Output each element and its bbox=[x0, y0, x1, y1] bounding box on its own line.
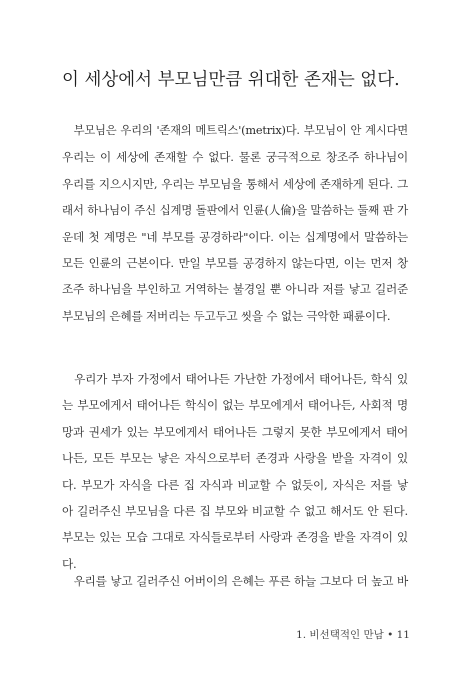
paragraph-line: 조주 하나님을 부인하고 거역하는 불경일 뿐 아니라 저를 낳고 길러준 bbox=[62, 282, 408, 297]
paragraph-line: 는 부모에게서 태어나든 학식이 없는 부모에게서 태어나든, 사회적 명 bbox=[62, 398, 408, 413]
paragraph-line: 우리를 낳고 길러주신 어버이의 은혜는 푸른 하늘 그보다 더 높고 바 bbox=[62, 574, 408, 588]
paragraph-line: 우리를 지으시지만, 우리는 부모님을 통해서 세상에 존재하게 된다. 그 bbox=[62, 176, 408, 191]
paragraph-line: 부모님의 은혜를 저버리는 두고두고 씻을 수 없는 극악한 패륜이다. bbox=[62, 308, 391, 323]
paragraph-3 bbox=[62, 568, 408, 594]
paragraph-line: 망과 권세가 있는 부모에게서 태어나든 그렇지 못한 부모에게서 태어 bbox=[62, 424, 408, 439]
paragraph-line: 우리는 이 세상에 존재할 수 없다. 물론 궁극적으로 창조주 하나님이 bbox=[62, 150, 408, 165]
paragraph-line: 래서 하나님이 주신 십계명 돌판에서 인륜(人倫)을 말씀하는 둘째 판 가 bbox=[62, 203, 408, 218]
paragraph-line: 모든 인륜의 근본이다. 만일 부모를 공경하지 않는다면, 이는 먼저 창 bbox=[62, 256, 408, 271]
paragraph-2 bbox=[62, 366, 408, 577]
paragraph-line: 다. 부모가 자식을 다른 집 자식과 비교할 수 없듯이, 자식은 저를 낳 bbox=[62, 477, 408, 492]
page-footer: 1. 비선택적인 만남 • 11 bbox=[296, 629, 410, 641]
paragraph-line: 부모는 있는 모습 그대로 자식들로부터 사랑과 존경을 받을 자격이 있 bbox=[62, 530, 408, 545]
paragraph-line: 나든, 모든 부모는 낳은 자식으로부터 존경과 사랑을 받을 자격이 있 bbox=[62, 451, 408, 466]
paragraph-line: 부모님은 우리의 '존재의 메트릭스'(metrix)다. 부모님이 안 계시다면 bbox=[62, 124, 408, 137]
paragraph-line: 우리가 부자 가정에서 태어나든 가난한 가정에서 태어나든, 학식 있 bbox=[62, 372, 408, 386]
paragraph-line: 다. bbox=[62, 556, 77, 571]
paragraph-line: 운데 첫 계명은 "네 부모를 공경하라"이다. 이는 십계명에서 말씀하는 bbox=[62, 229, 408, 244]
paragraph-line: 아 길러주신 부모님을 다른 집 부모와 비교할 수 없고 해서도 안 된다. bbox=[62, 504, 408, 519]
chapter-heading: 이 세상에서 부모님만큼 위대한 존재는 없다. bbox=[62, 70, 400, 90]
paragraph-1 bbox=[62, 118, 408, 329]
